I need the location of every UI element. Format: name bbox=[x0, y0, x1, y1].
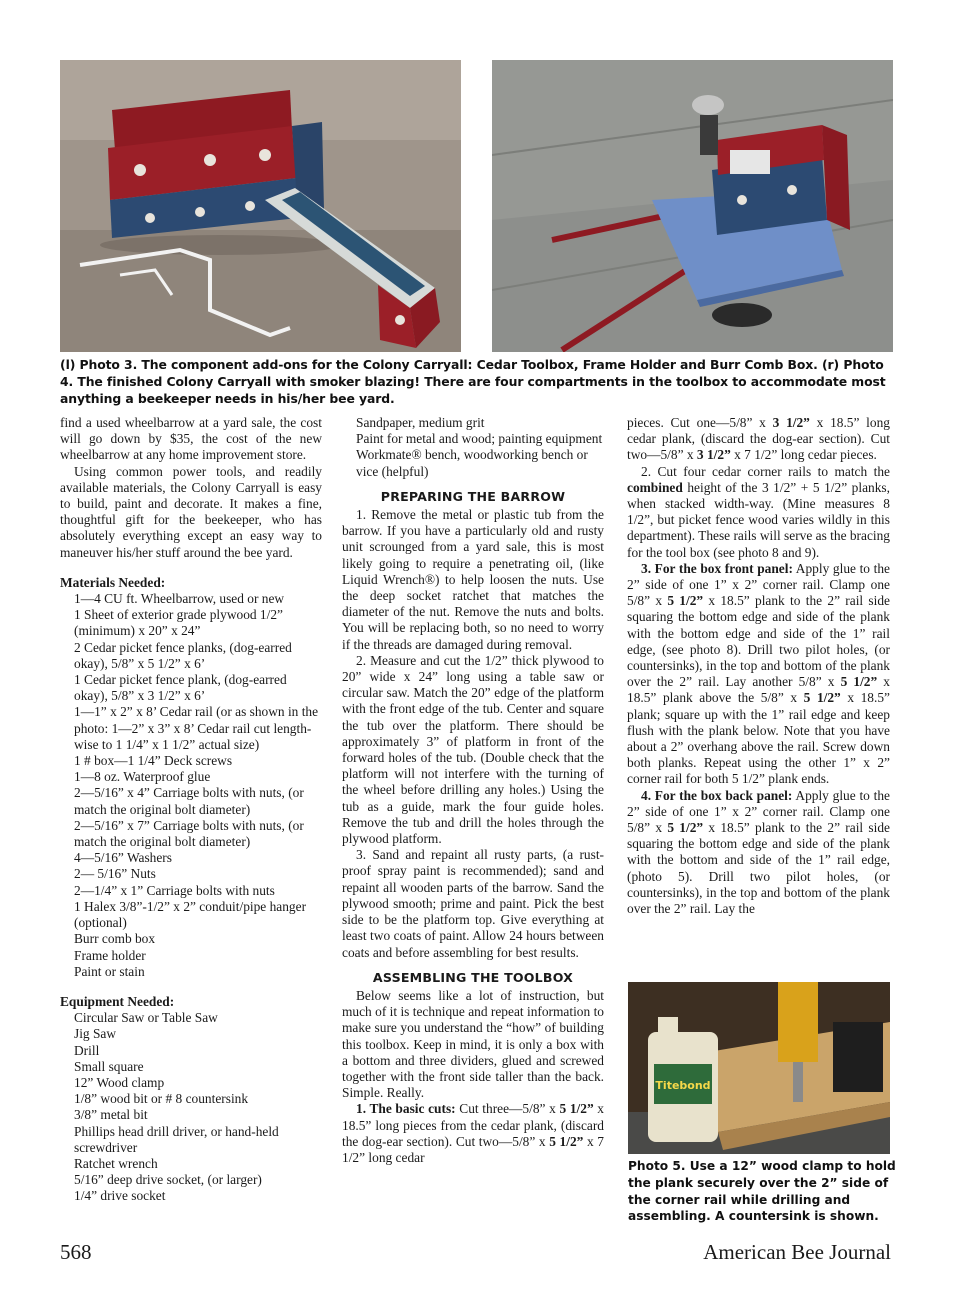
photo-5-caption: Photo 5. Use a 12” wood clamp to hold the plank securely over the 2” side of the corner rail while drilling and assembling. A countersink is shown. bbox=[628, 1159, 896, 1224]
equipment-heading: Equipment Needed: bbox=[60, 993, 175, 1009]
paragraph: Using common power tools, and readily available materials, the Colony Carryall is easy to build, paint and decorate. It makes a fine, thoughtful gift for the beekeeper, who has absolutely everything except an easy way to maneuver his/her stuff around the bee yard. bbox=[60, 463, 322, 560]
section-heading-preparing: PREPARING THE BARROW bbox=[380, 488, 566, 504]
list-item: 2—5/16” x 7” Carriage bolts with nuts, (or match the original bolt diameter) bbox=[74, 817, 304, 850]
list-item: 1 Halex 3/8”-1/2” x 2” conduit/pipe hanger (optional) bbox=[74, 898, 307, 931]
paragraph bbox=[627, 464, 890, 561]
paragraph-basic-cuts bbox=[342, 1101, 604, 1166]
list-item: 1/8” wood bit or # 8 countersink bbox=[74, 1091, 249, 1107]
list-item: Paint or stain bbox=[74, 963, 145, 979]
inline-text: x 7 1/2” long cedar pieces. bbox=[730, 447, 877, 463]
inline-text: x 7 1/2” long cedar bbox=[342, 1133, 604, 1165]
inline-bold: 3 1/2” bbox=[772, 415, 810, 430]
text-column-3 bbox=[627, 415, 890, 917]
inline-text: 2. Cut four cedar corner rails to match the bbox=[641, 463, 890, 479]
page-number: 568 bbox=[60, 1240, 92, 1264]
paragraph: 2. Measure and cut the 1/2” thick plywood to 20” wide x 24” long using a table saw or circular saw. Match the 20” edge of the platform with the front edge of the tub. Center and square the tub over the platform. There should be approximately 3” of platform in front of the forward holes of the tub. (Double check that the platform will not interfere with the turning of the wheel before drilling any holes.) Using the tub as a guide, mark the four guide holes. Remove the tub and drill the holes through the plywood platform. bbox=[342, 652, 604, 847]
section-heading-assembling: ASSEMBLING THE TOOLBOX bbox=[372, 969, 574, 985]
inline-bold: 5 1/2” bbox=[559, 1101, 594, 1117]
inline-text: x 18.5” plank above the 5/8” x bbox=[627, 674, 891, 706]
list-item: Phillips head drill driver, or hand-held screwdriver bbox=[74, 1123, 279, 1155]
list-item: Workmate® bench, woodworking bench or vice (helpful) bbox=[356, 447, 588, 479]
inline-text: Apply glue to the 2” side of one 1” x 2” corner rail. Clamp one 5/8” x bbox=[627, 787, 890, 836]
list-item: Drill bbox=[74, 1042, 100, 1058]
inline-text: x 18.5” long cedar plank, (discard the dog-ear section). Cut two—5/8” x bbox=[627, 415, 890, 463]
inline-text: Apply glue to the 2” side of one 1” x 2” corner rail. Clamp one 5/8” x bbox=[627, 560, 890, 609]
list-item: 2 Cedar picket fence planks, (dog-earred okay), 5/8” x 5 1/2” x 6’ bbox=[74, 639, 292, 671]
list-item: 2— 5/16” Nuts bbox=[74, 866, 156, 882]
list-item: 1 # box—1 1/4” Deck screws bbox=[74, 753, 233, 769]
paragraph: find a used wheelbarrow at a yard sale, the cost will go down by $35, the cost of the new wheelbarrow at any home improvement store. bbox=[60, 415, 322, 463]
inline-bold: 1. The basic cuts: bbox=[356, 1101, 456, 1117]
inline-bold: 4. For the box back panel: bbox=[641, 787, 793, 803]
list-item: Paint for metal and wood; painting equipment bbox=[356, 431, 603, 447]
list-item: 5/16” deep drive socket, (or larger) bbox=[74, 1172, 262, 1188]
inline-text: x 18.5” long pieces from the cedar plank, (discard the dog-ear section). Cut two—5/8” x bbox=[342, 1101, 604, 1149]
inline-bold: 5 1/2” bbox=[803, 690, 841, 706]
list-item: 1—8 oz. Waterproof glue bbox=[74, 769, 211, 785]
list-item: 2—1/4” x 1” Carriage bolts with nuts bbox=[74, 882, 275, 898]
equipment-list-continued bbox=[342, 415, 604, 480]
photo-caption-top: (l) Photo 3. The component add-ons for the Colony Carryall: Cedar Toolbox, Frame Holder and Burr Comb Box. (r) Photo 4. The finished Colony Carryall with smoker blazing! There are four compartments in the toolbox to accommodate most anything a beekeeper needs in his/her bee yard. bbox=[60, 357, 886, 406]
list-item: 3/8” metal bit bbox=[74, 1107, 148, 1123]
list-item: 1—4 CU ft. Wheelbarrow, used or new bbox=[74, 591, 285, 607]
list-item: 1—1” x 2” x 8’ Cedar rail (or as shown in the photo: 1—2” x 3” x 8’ Cedar rail cut length-wise to 1 1/4” x 1 1/2” actual size) bbox=[74, 704, 319, 752]
inline-bold: 5 1/2” bbox=[549, 1133, 584, 1149]
list-item: 1 Cedar picket fence plank, (dog-earred okay), 5/8” x 3 1/2” x 6’ bbox=[74, 672, 287, 704]
inline-bold: 5 1/2” bbox=[667, 820, 704, 836]
list-item: Frame holder bbox=[74, 947, 146, 963]
materials-list bbox=[60, 591, 322, 980]
materials-heading: Materials Needed: bbox=[60, 574, 166, 590]
list-item: 1/4” drive socket bbox=[74, 1188, 166, 1204]
inline-bold: 3. For the box front panel: bbox=[641, 560, 793, 576]
paragraph: Below seems like a lot of instruction, but much of it is technique and repeat information to make sure you understand the “how” of building this toolbox. Keep in mind, it is only a box with a bottom and three dividers, glued and screwed together with the front side taller than the back. Simple. Really. bbox=[342, 987, 604, 1101]
list-item: Sandpaper, medium grit bbox=[356, 415, 485, 430]
list-item: 4—5/16” Washers bbox=[74, 850, 172, 866]
paragraph-front-panel bbox=[627, 561, 890, 788]
equipment-list bbox=[60, 1010, 322, 1204]
inline-text: Cut three—5/8” x bbox=[455, 1101, 560, 1117]
list-item: 1 Sheet of exterior grade plywood 1/2” (minimum) x 20” x 24” bbox=[74, 607, 283, 639]
list-item: Circular Saw or Table Saw bbox=[74, 1010, 218, 1026]
inline-text: x 18.5” plank to the 2” rail side squaring the bottom edge and side of the plank with the bottom edge and side of the 1” rail edge, (see photo 8). Drill two pilot holes, (or countersinks), in the top and bottom of the plank over the 2” rail. Lay another 5/8” x bbox=[627, 593, 890, 690]
list-item: 2—5/16” x 4” Carriage bolts with nuts, (or match the original bolt diameter) bbox=[74, 785, 304, 817]
paragraph: 3. Sand and repaint all rusty parts, (a rust-proof spray paint is recommended); sand and repaint all wooden parts of the barrow. Sand the plywood smooth; prime and paint. Pick the best side to be the platform top. Give everything at least two coats of paint. Allow 24 hours between coats and before assembling for best results. bbox=[342, 847, 604, 960]
photo-3-component-addons bbox=[60, 60, 461, 352]
inline-text: height of the 3 1/2” + 5 1/2” planks, when stacked width-way. (Mine measures 8 1/2”, but picket fence wood varies wildly in this department). These rails will serve as the bracing for the tool box (see photo 8 and 9). bbox=[627, 479, 891, 560]
photo-5-wood-clamp bbox=[628, 982, 890, 1154]
journal-name: American Bee Journal bbox=[703, 1240, 891, 1264]
paragraph: 1. Remove the metal or plastic tub from the barrow. If you have a particularly old and rusty unit scrounged from a yard sale, this is most likely going to require a penetrating oil, (like Liquid Wrench®) to help loosen the nuts. Use the deep socket ratchet that matches the diameter of the nut. Remove the nuts and bolts. You will be replacing both, so no need to worry if the threads are damaged during removal. bbox=[342, 507, 604, 652]
inline-bold: 5 1/2” bbox=[667, 593, 704, 609]
list-item: 12” Wood clamp bbox=[74, 1074, 165, 1090]
paragraph-back-panel bbox=[627, 788, 890, 918]
text-column-2 bbox=[342, 415, 604, 1166]
paragraph bbox=[627, 415, 890, 464]
list-item: Burr comb box bbox=[74, 931, 156, 947]
inline-text: x 18.5” plank to the 2” rail side squaring the bottom edge and side of the plank with the bottom and side of the 1” rail edge, (photo 5). Drill two pilot holes, (or countersinks), in the top and bottom of the plank over the 2” rail. Lay the bbox=[627, 820, 890, 917]
inline-bold: 3 1/2” bbox=[696, 447, 731, 463]
photo-4-finished-carryall bbox=[492, 60, 893, 352]
inline-bold: 5 1/2” bbox=[840, 674, 878, 690]
list-item: Small square bbox=[74, 1058, 144, 1074]
list-item: Jig Saw bbox=[74, 1026, 117, 1042]
list-item: Ratchet wrench bbox=[74, 1155, 158, 1171]
inline-bold: combined bbox=[627, 479, 683, 495]
inline-text: x 18.5” plank; square up with the 1” rail edge and keep flush with the plank below. Note that you have about a 2” overhang above the rail. Screw down both planks. Repeat using the other 1” x 2” corner rail for both 5 1/2” plank ends. bbox=[627, 690, 890, 787]
inline-text: pieces. Cut one—5/8” x bbox=[627, 415, 773, 430]
glue-bottle-label: Titebond bbox=[655, 1079, 711, 1092]
text-column-1 bbox=[60, 415, 322, 1205]
